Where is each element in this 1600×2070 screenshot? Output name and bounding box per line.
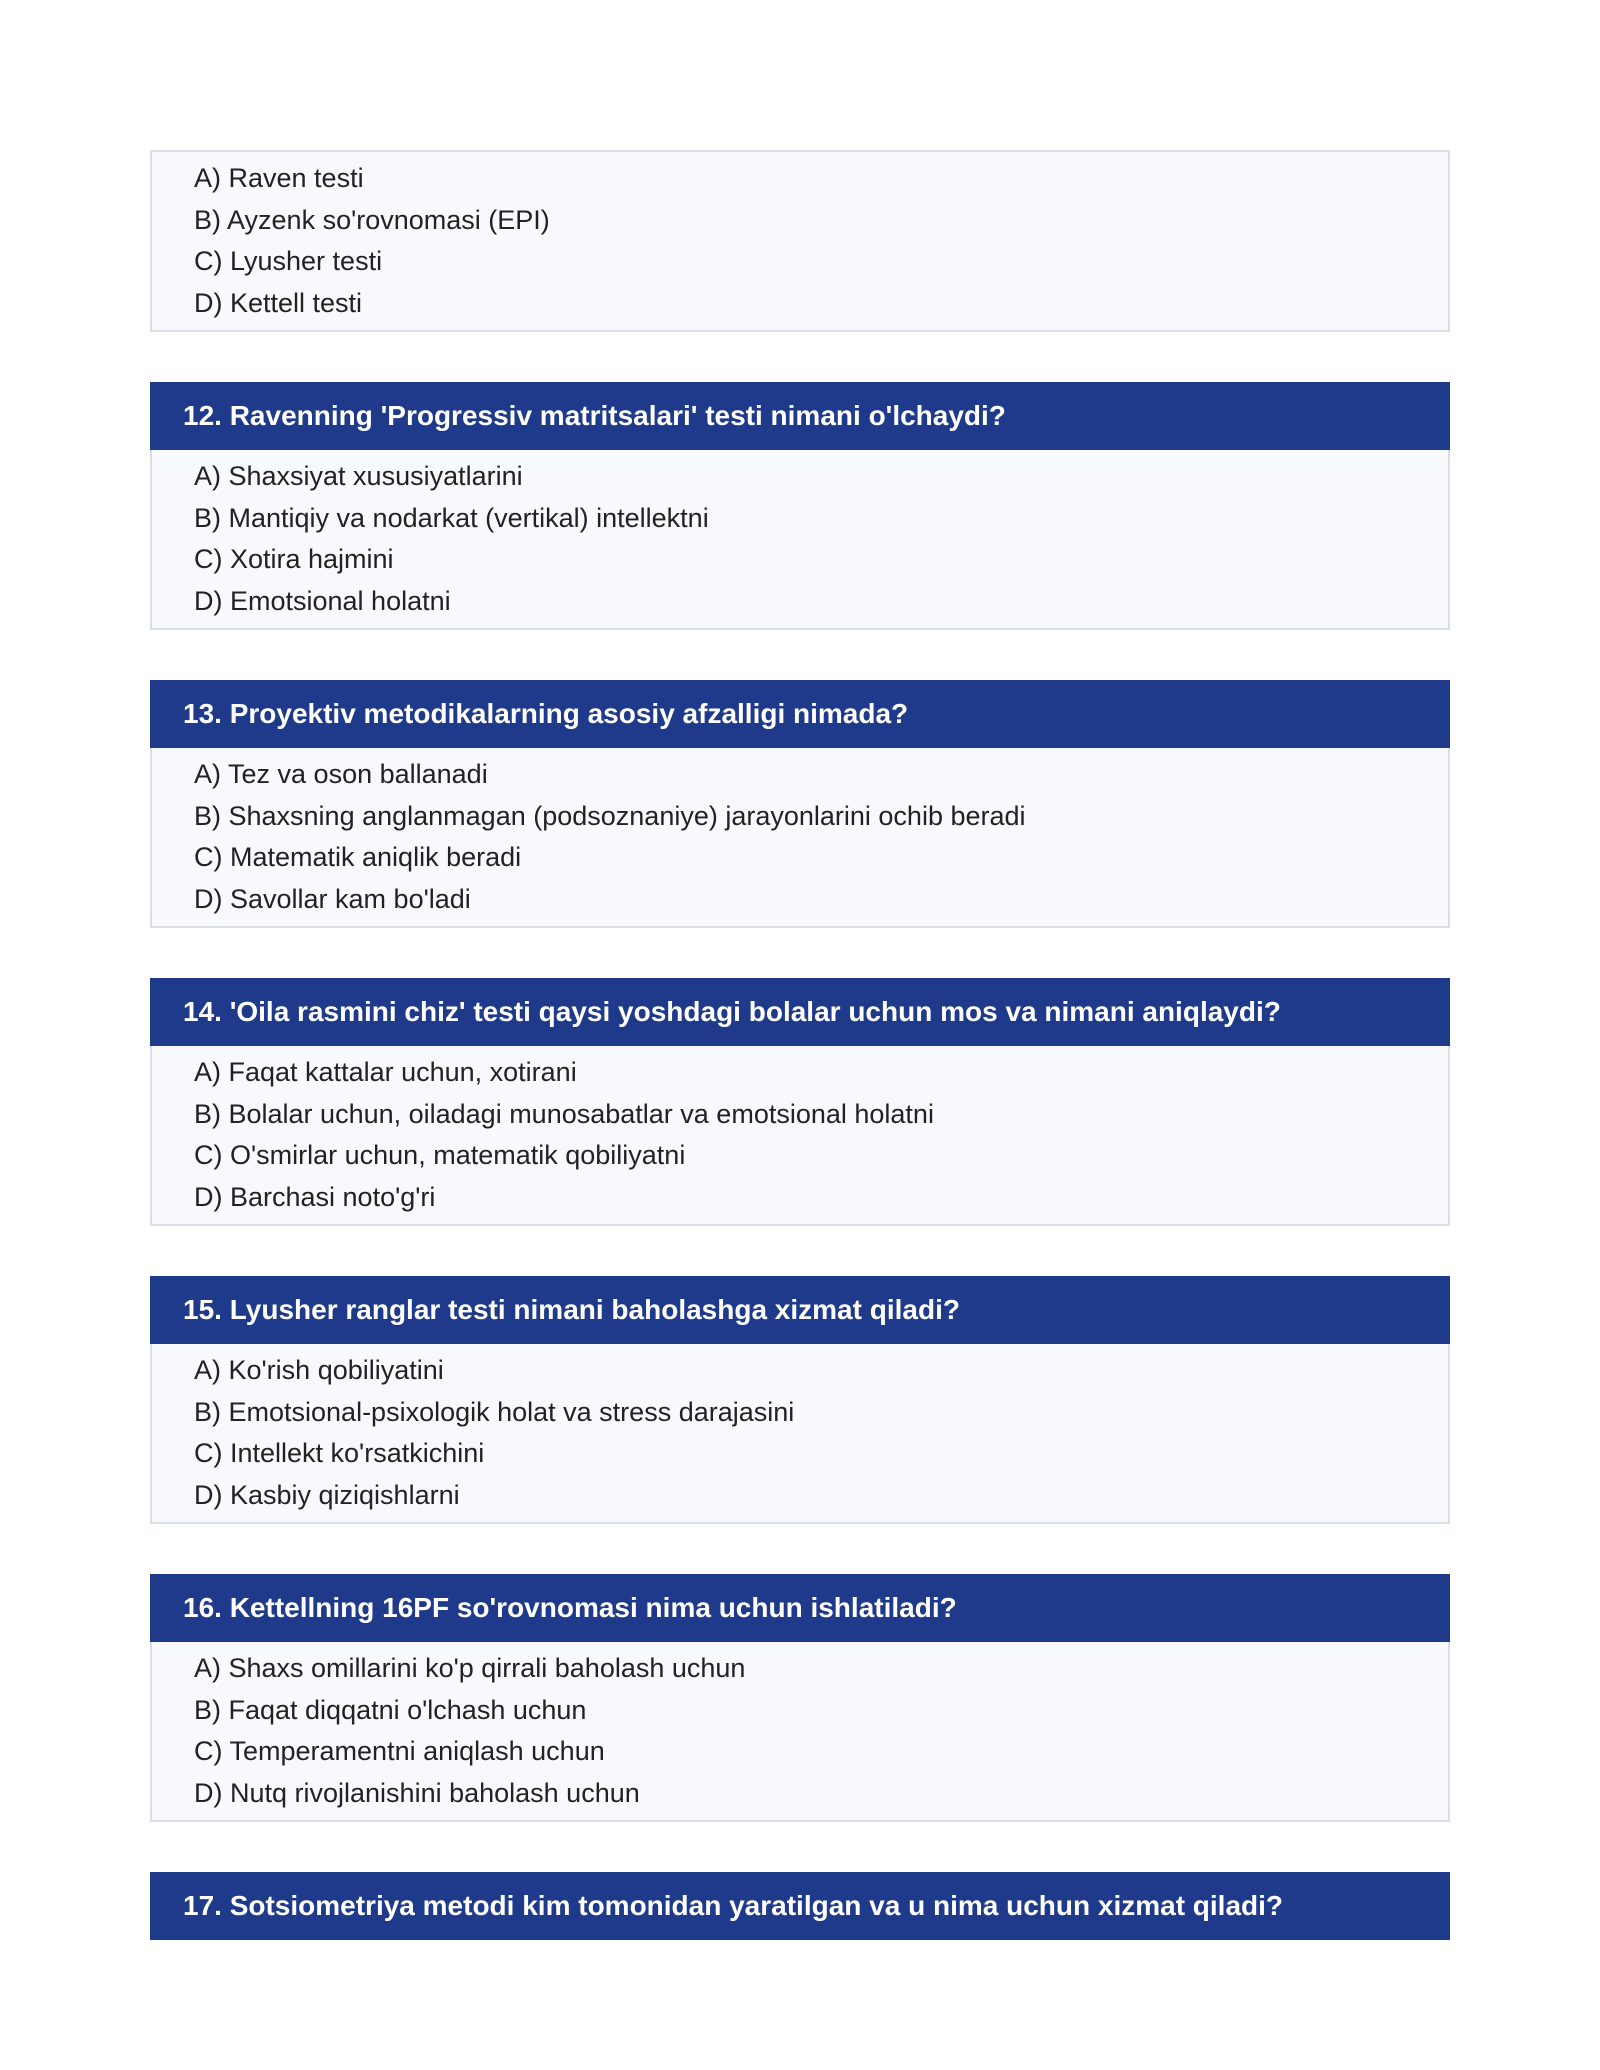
question-header: 14. 'Oila rasmini chiz' testi qaysi yoshdagi bolalar uchun mos va nimani aniqlaydi? [150,978,1450,1046]
options-list [150,150,1450,332]
question-header: 16. Kettellning 16PF so'rovnomasi nima uchun ishlatiladi? [150,1574,1450,1642]
option-a: A) Faqat kattalar uchun, xotirani [194,1057,577,1087]
option-b: B) Ayzenk so'rovnomasi (EPI) [194,204,550,235]
question-block-11 [150,150,1450,332]
option-d: D) Nutq rivojlanishini baholash uchun [194,1777,640,1808]
option-d: D) Kasbiy qiziqishlarni [194,1479,460,1510]
option-c: C) Lyusher testi [194,246,383,276]
question-block-15 [150,1276,1450,1524]
option-c: C) Xotira hajmini [194,544,394,574]
question-header: 13. Proyektiv metodikalarning asosiy afzalligi nimada? [150,680,1450,748]
option-b: B) Emotsional-psixologik holat va stress darajasini [194,1396,795,1427]
option-d: D) Emotsional holatni [194,585,451,616]
option-c: C) Matematik aniqlik beradi [194,842,522,872]
question-block-14 [150,978,1450,1226]
option-c: C) Intellekt ko'rsatkichini [194,1438,485,1468]
question-header: 15. Lyusher ranglar testi nimani baholashga xizmat qiladi? [150,1276,1450,1344]
option-a: A) Raven testi [194,163,364,193]
options-list [150,748,1450,928]
question-block-13 [150,680,1450,928]
option-b: B) Faqat diqqatni o'lchash uchun [194,1694,587,1725]
question-block-12 [150,382,1450,630]
options-list [150,1046,1450,1226]
question-header: 17. Sotsiometriya metodi kim tomonidan yaratilgan va u nima uchun xizmat qiladi? [150,1872,1450,1940]
options-list [150,450,1450,630]
option-b: B) Bolalar uchun, oiladagi munosabatlar va emotsional holatni [194,1098,934,1129]
option-a: A) Shaxsiyat xususiyatlarini [194,461,523,491]
option-a: A) Ko'rish qobiliyatini [194,1355,444,1385]
option-c: C) O'smirlar uchun, matematik qobiliyatni [194,1140,686,1170]
option-d: D) Savollar kam bo'ladi [194,883,471,914]
question-block-16 [150,1574,1450,1822]
option-b: B) Mantiqiy va nodarkat (vertikal) intellektni [194,502,709,533]
option-c: C) Temperamentni aniqlash uchun [194,1736,605,1766]
question-block-17 [150,1872,1450,1940]
option-a: A) Tez va oson ballanadi [194,759,488,789]
option-b: B) Shaxsning anglanmagan (podsoznaniye) jarayonlarini ochib beradi [194,800,1026,831]
option-d: D) Barchasi noto'g'ri [194,1181,436,1212]
option-d: D) Kettell testi [194,287,363,318]
option-a: A) Shaxs omillarini ko'p qirrali baholash uchun [194,1653,746,1683]
question-header: 12. Ravenning 'Progressiv matritsalari' testi nimani o'lchaydi? [150,382,1450,450]
quiz-page [150,150,1450,1990]
options-list [150,1344,1450,1524]
options-list [150,1642,1450,1822]
